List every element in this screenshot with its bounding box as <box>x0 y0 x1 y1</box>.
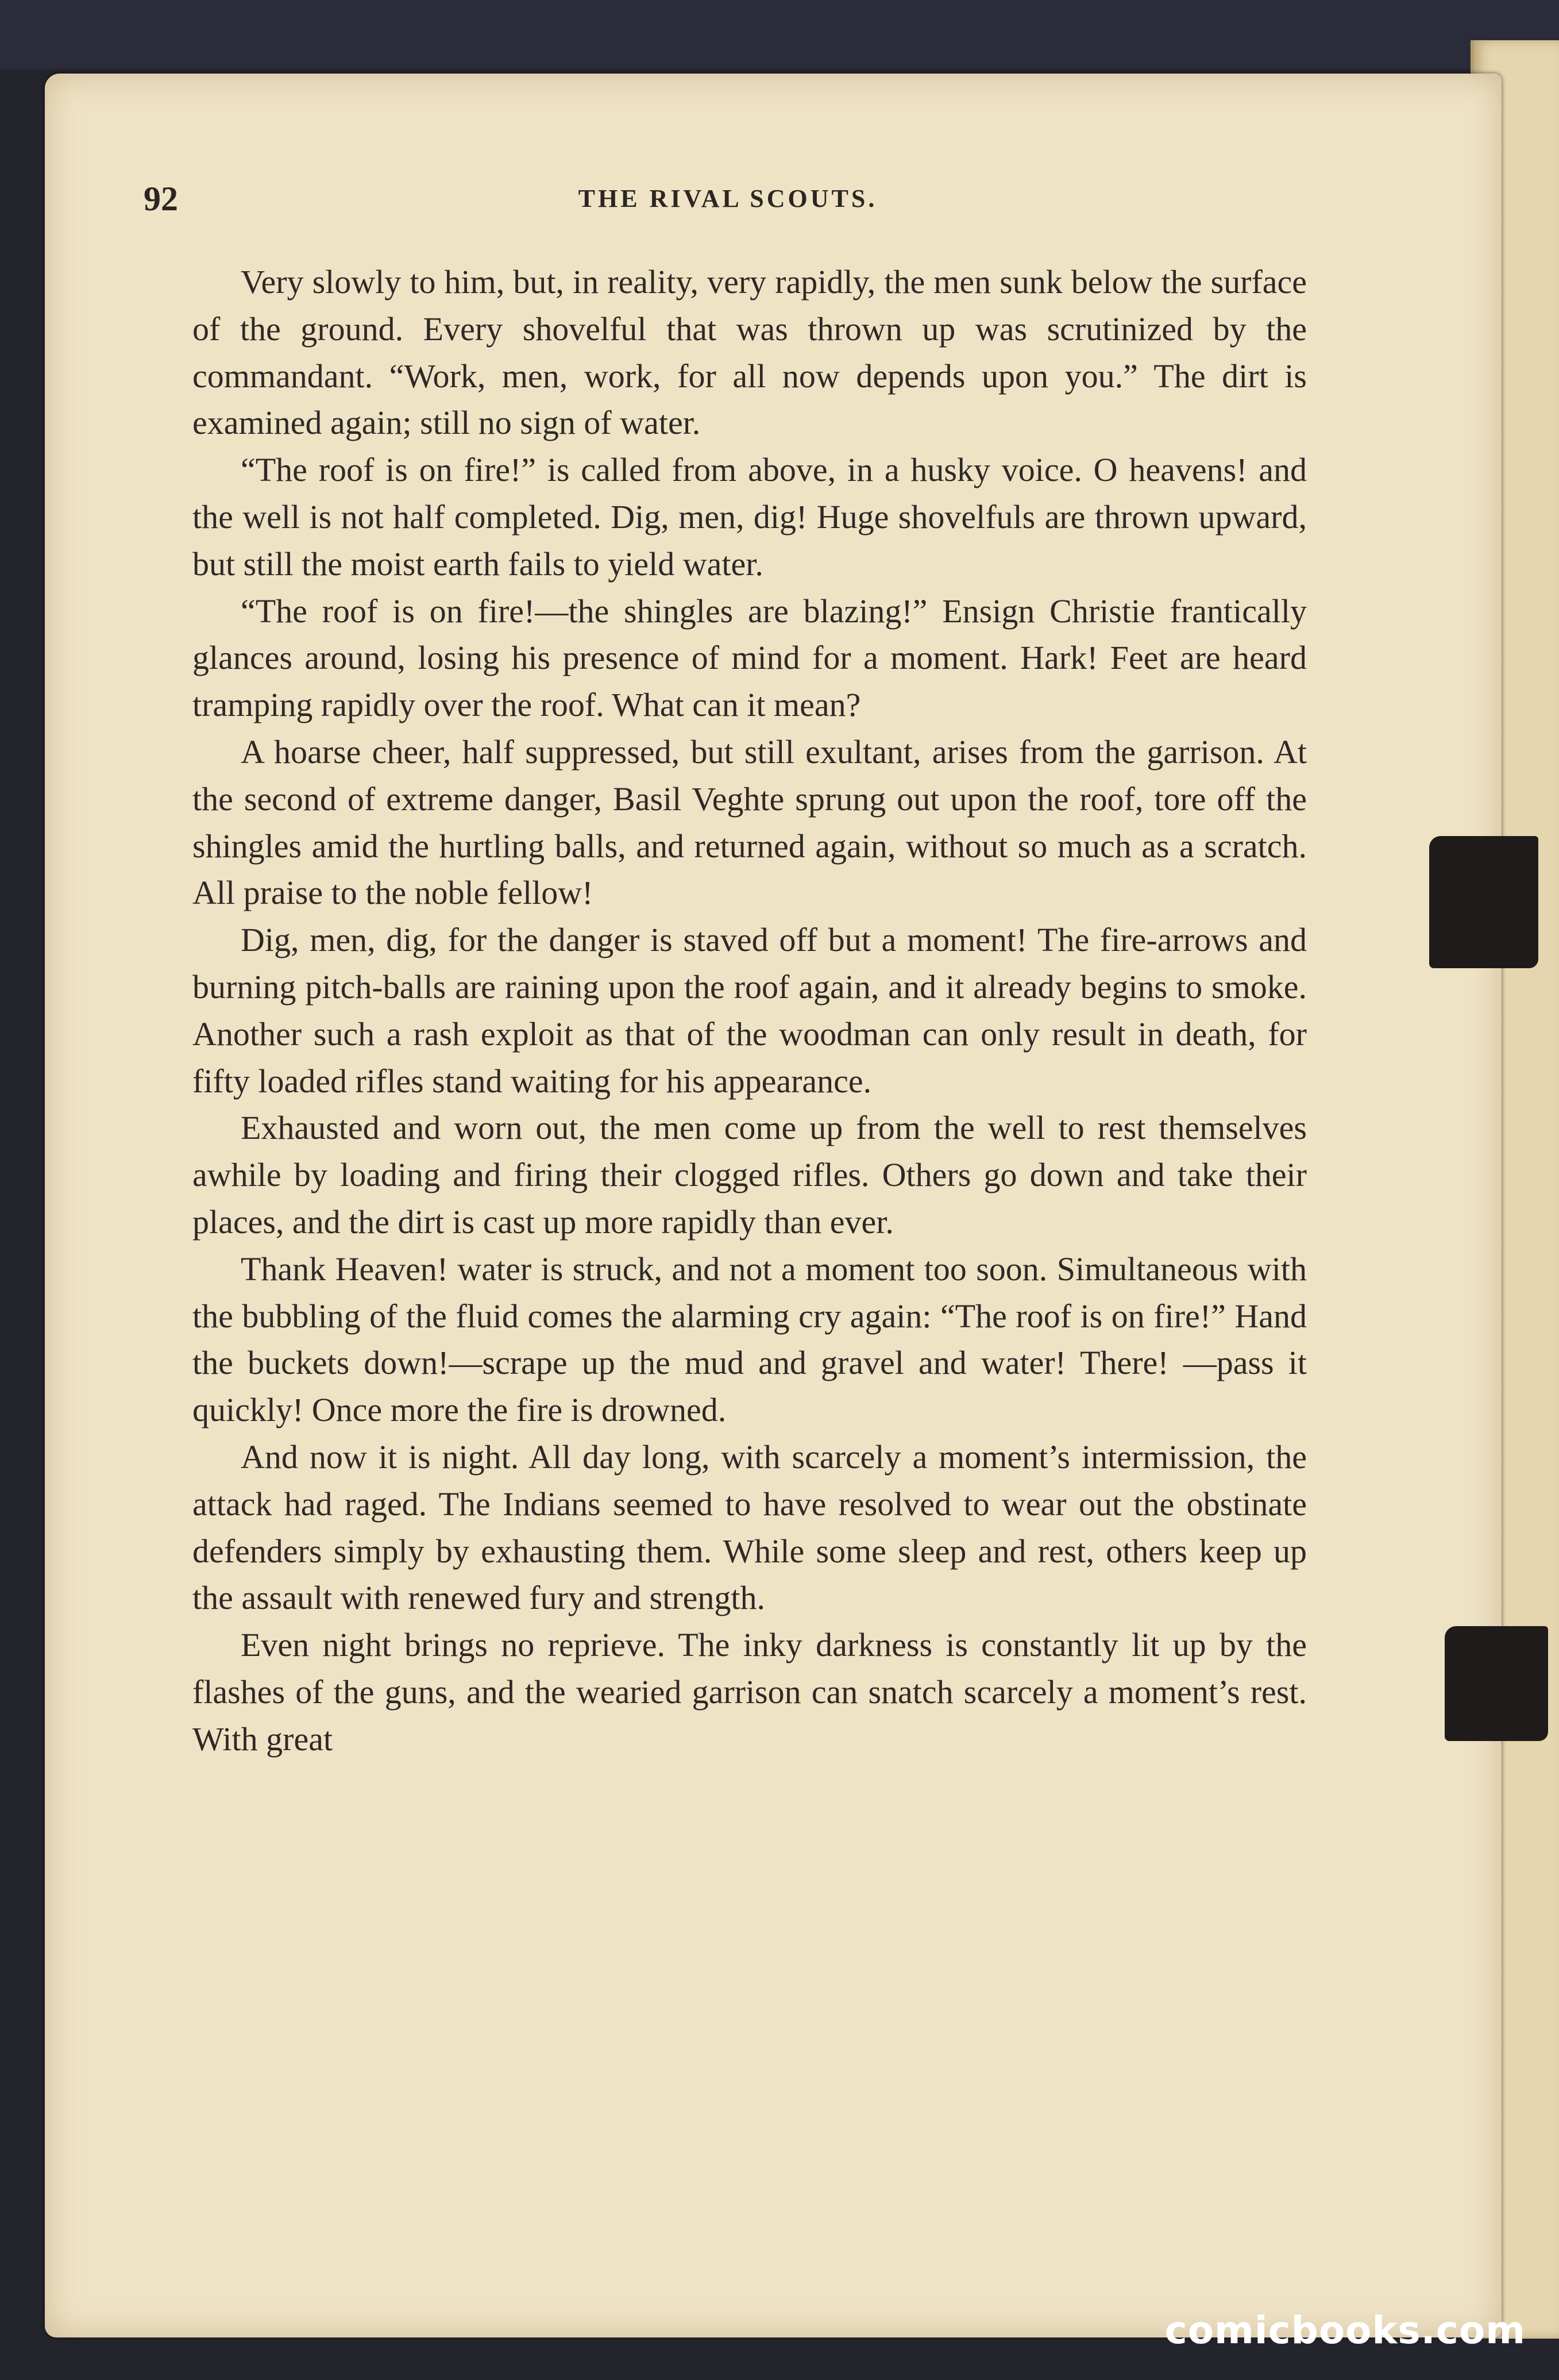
paragraph: Thank Heaven! water is struck, and not a moment too soon. Simultaneous with the bubbling of the fluid comes the alarming cry again: “The roof is on fire!” Hand the buckets down!—scrape up the mud and gravel and water! There! —pass it quickly! Once more the fire is drowned. <box>192 1250 1307 1429</box>
running-head: THE RIVAL SCOUTS. <box>578 184 878 213</box>
paragraph: Dig, men, dig, for the danger is staved off but a moment! The fire-arrows and burning pitch-balls are raining upon the roof again, and it already begins to smoke. Another such a rash exploit as that of the woodman can only result in death, for fifty loaded rifles stand waiting for his appearance. <box>192 921 1307 1100</box>
paragraph: And now it is night. All day long, with scarcely a moment’s intermission, the attack had raged. The Indians seemed to have resolved to wear out the obstinate defenders simply by exhausting them. While some sleep and rest, others keep up the assault with renewed fury and strength. <box>192 1438 1307 1617</box>
page-number: 92 <box>144 180 178 218</box>
page-tear-damage <box>1429 836 1538 968</box>
paragraph: Even night brings no reprieve. The inky darkness is constantly lit up by the flashes of the guns, and the wearied garrison can snatch scarcely a moment’s rest. With great <box>192 1626 1307 1758</box>
page-header <box>144 179 1312 231</box>
paragraph: “The roof is on fire!” is called from above, in a husky voice. O heavens! and the well is not half completed. Dig, men, dig! Huge shovelfuls are thrown upward, but still the moist earth fails to yield water. <box>192 451 1307 583</box>
paragraph: Exhausted and worn out, the men come up from the well to rest themselves awhile by loading and firing their clogged rifles. Others go down and take their places, and the dirt is cast up more rapidly than ever. <box>192 1109 1307 1241</box>
paragraph: “The roof is on fire!—the shingles are blazing!” Ensign Christie frantically glances around, losing his presence of mind for a moment. Hark! Feet are heard tramping rapidly over the roof. What can it mean? <box>192 592 1307 724</box>
site-watermark: comicbooks.com <box>1164 2308 1526 2352</box>
paragraph: Very slowly to him, but, in reality, very rapidly, the men sunk below the surface of the ground. Every shovelful that was thrown up was scrutinized by the commandant. “Work, men, work, for all now depends upon you.” The dirt is examined again; still no sign of water. <box>192 263 1307 442</box>
background-top <box>0 0 1559 69</box>
page-tear-damage <box>1445 1626 1548 1741</box>
body-text <box>192 259 1307 1763</box>
paragraph: A hoarse cheer, half suppressed, but still exultant, arises from the garrison. At the second of extreme danger, Basil Veghte sprung out upon the roof, tore off the shingles amid the hurtling balls, and returned again, without so much as a scratch. All praise to the noble fellow! <box>192 733 1307 912</box>
